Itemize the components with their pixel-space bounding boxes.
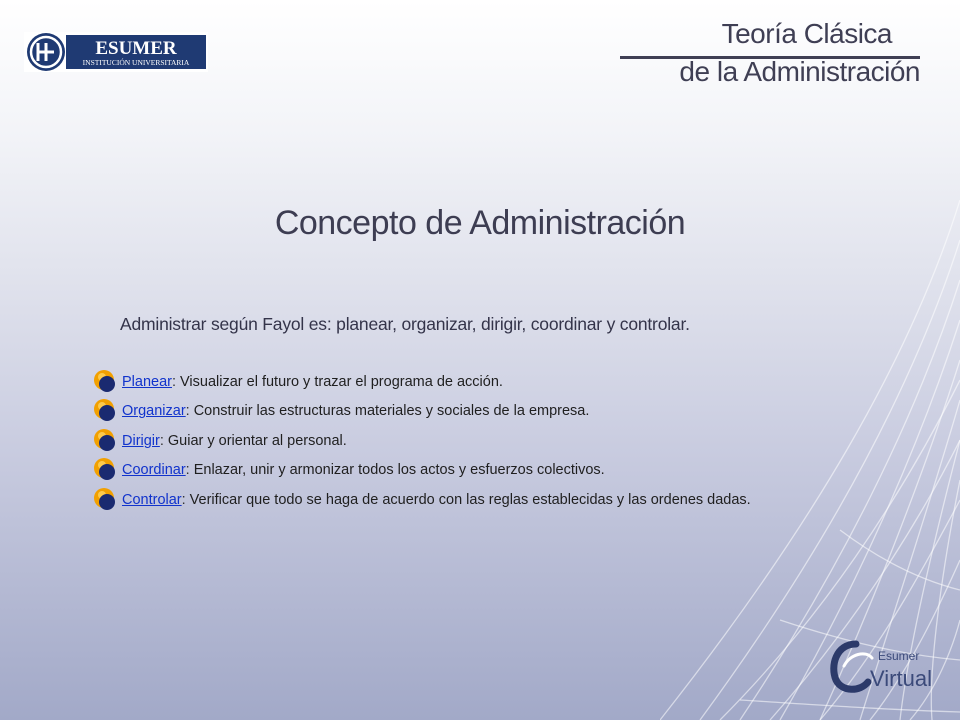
esumer-virtual-logo: [826, 636, 944, 696]
desc-organizar: Construir las estructuras materiales y sociales de la empresa.: [193, 403, 590, 420]
orange-ball-bullet-icon: [92, 456, 120, 484]
esumer-logo-tagline: INSTITUCIÓN UNIVERSITARIA: [82, 58, 190, 67]
desc-planear: Visualizar el futuro y trazar el programa de acción.: [180, 373, 503, 390]
orange-ball-bullet-icon: [92, 368, 120, 396]
desc-dirigir: Guiar y orientar al personal.: [167, 432, 347, 449]
virtual-logo-line1: Esumer: [878, 649, 920, 663]
list-item-dirigir: Dirigir : Guiar y orientar al personal.: [92, 426, 751, 456]
orange-ball-bullet-icon: [92, 486, 120, 514]
list-item-organizar: Organizar : Construir las estructuras materiales y sociales de la empresa.: [92, 397, 751, 427]
esumer-logo-name: ESUMER: [95, 38, 177, 59]
slide-title: Concepto de Administración: [274, 204, 686, 242]
link-controlar[interactable]: Controlar: [122, 491, 182, 508]
desc-controlar: Verificar que todo se haga de acuerdo con las reglas establecidas y las ordenes dadas.: [189, 491, 751, 508]
link-organizar[interactable]: Organizar: [122, 403, 186, 420]
slide-header: [620, 18, 920, 88]
header-title-line2: de la Administración: [679, 56, 920, 87]
desc-coordinar: Enlazar, unir y armonizar todos los actos y esfuerzos colectivos.: [193, 462, 605, 479]
orange-ball-bullet-icon: [92, 397, 120, 425]
list-item-planear: Planear : Visualizar el futuro y trazar el programa de acción.: [92, 367, 751, 397]
slide-subtitle: Administrar según Fayol es: planear, organizar, dirigir, coordinar y controlar.: [120, 314, 690, 334]
list-item-coordinar: Coordinar : Enlazar, unir y armonizar todos los actos y esfuerzos colectivos.: [92, 456, 751, 486]
concept-list: [92, 367, 751, 515]
orange-ball-bullet-icon: [92, 427, 120, 455]
link-coordinar[interactable]: Coordinar: [122, 462, 186, 479]
esumer-logo: [24, 30, 208, 76]
link-planear[interactable]: Planear: [122, 373, 172, 390]
virtual-logo-line2: Virtual: [870, 666, 932, 691]
link-dirigir[interactable]: Dirigir: [122, 432, 160, 449]
list-item-controlar: Controlar : Verificar que todo se haga de acuerdo con las reglas establecidas y las ordenes dadas.: [92, 485, 751, 515]
header-title-line1: Teoría Clásica: [721, 18, 892, 49]
